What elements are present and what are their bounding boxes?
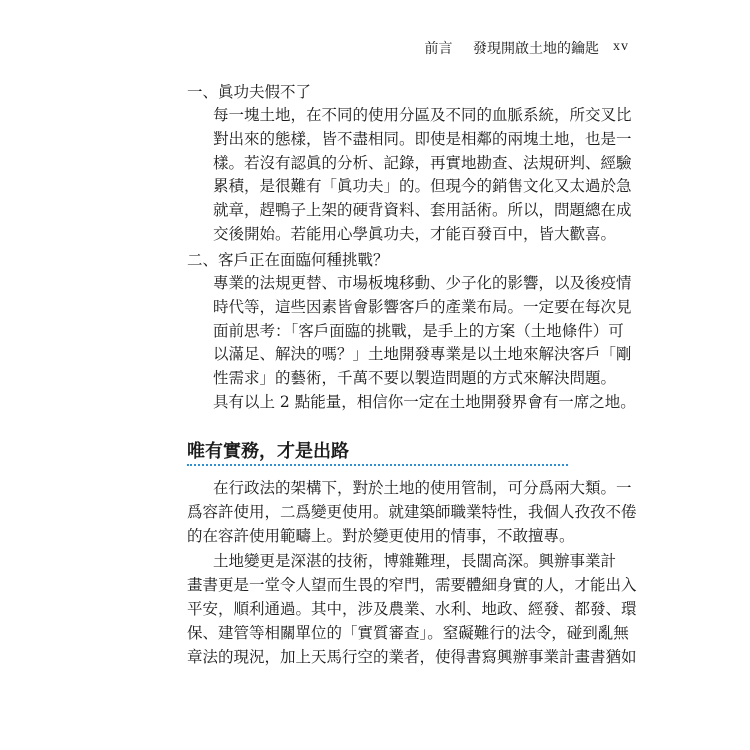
text-line: 性需求」的藝術，千萬不要以製造問題的方式來解決問題。	[213, 369, 617, 388]
text-line: 面前思考：「客戶面臨的挑戰，是手上的方案（土地條件）可	[213, 321, 624, 340]
text-line: 在行政法的架構下，對於土地的使用管制，可分爲兩大類。一	[213, 479, 632, 497]
section-heading-1: 一、眞功夫假不了	[187, 83, 312, 101]
text-line: 的在容許使用範疇上。對於變更使用的情事，不敢擅專。	[187, 527, 575, 545]
dotted-divider	[187, 464, 568, 466]
text-line: 交後開始。若能用心學眞功夫，才能百發百中，皆大歡喜。	[213, 224, 617, 243]
text-line: 章法的現況，加上天馬行空的業者，使得書寫興辦事業計畫書猶如	[187, 648, 637, 666]
text-line: 土地變更是深湛的技術，博雜難理，長闊高深。興辦事業計	[213, 552, 617, 570]
section-title: 唯有實務，才是出路	[187, 441, 349, 462]
running-head	[424, 38, 629, 58]
text-line: 保、建管等相關單位的「實質審查」。窒礙難行的法令，碰到亂無	[187, 624, 629, 642]
chapter-label: 前言	[424, 41, 453, 57]
text-line: 時代等，這些因素皆會影響客戶的產業布局。一定要在每次見	[213, 297, 632, 316]
page-number: xv	[613, 39, 629, 54]
text-line: 累積，是很難有「眞功夫」的。但現今的銷售文化又太過於急	[213, 177, 632, 196]
paragraph-a	[187, 476, 637, 548]
text-line: 平安，順利通過。其中，涉及農業、水利、地政、經發、都發、環	[187, 600, 637, 618]
closing-line: 具有以上 2 點能量，相信你一定在土地開發界會有一席之地。	[213, 392, 636, 411]
text-line: 專業的法規更替、市場板塊移動、少子化的影響，以及後疫情	[213, 274, 632, 292]
section-2-paragraph	[213, 272, 636, 415]
section-1-paragraph	[213, 104, 632, 247]
text-line: 每一塊土地，在不同的使用分區及不同的血脈系統，所交叉比	[213, 106, 632, 124]
section-heading-2: 二、客戶正在面臨何種挑戰？	[187, 251, 389, 269]
text-line: 就章，趕鴨子上架的硬背資料、套用話術。所以，問題總在成	[213, 201, 632, 220]
text-line: 樣。若沒有認眞的分析、記錄，再實地勘查、法規研判、經驗	[213, 153, 632, 172]
chapter-title: 發現開啟土地的鑰匙	[473, 41, 599, 57]
text-line: 以滿足、解決的嗎？」土地開發專業是以土地來解決客戶「剛	[213, 345, 632, 364]
text-line: 畫書更是一堂令人望而生畏的窄門，需要體細身實的人，才能出入	[187, 576, 637, 594]
text-line: 爲容許使用，二爲變更使用。就建築師職業特性，我個人孜孜不倦	[187, 503, 637, 521]
text-line: 對出來的態樣，皆不盡相同。即使是相鄰的兩塊土地，也是一	[213, 129, 632, 148]
paragraph-b	[187, 549, 637, 669]
